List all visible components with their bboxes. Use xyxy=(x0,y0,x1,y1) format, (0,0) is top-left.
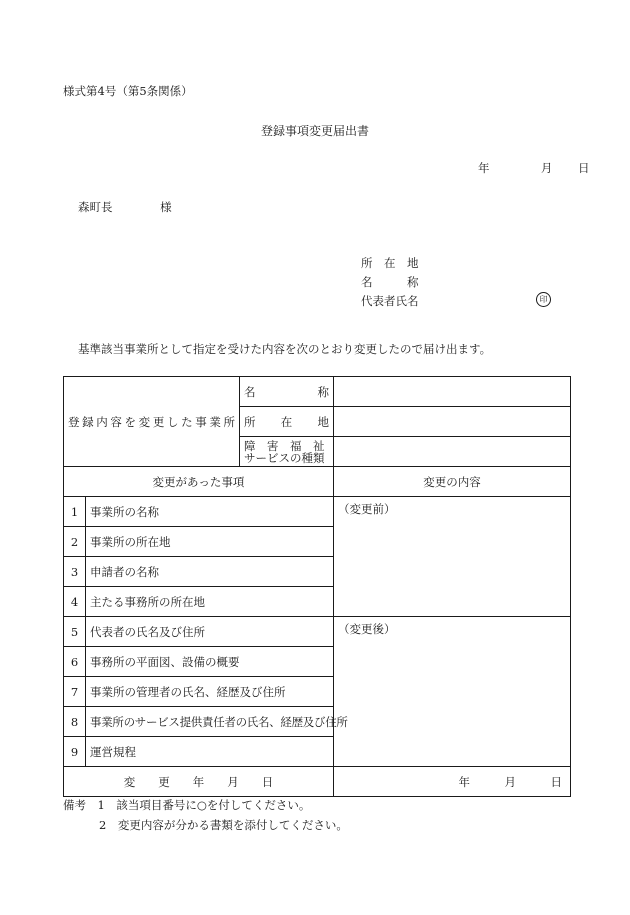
item-number: 3 xyxy=(64,557,86,587)
item-number: 2 xyxy=(64,527,86,557)
item-label[interactable]: 事業所のサービス提供責任者の氏名、経歴及び住所 xyxy=(86,707,334,737)
item-number: 7 xyxy=(64,677,86,707)
item-number: 9 xyxy=(64,737,86,767)
statement-text: 基準該当事業所として指定を受けた内容を次のとおり変更したので届け出ます。 xyxy=(78,342,492,356)
item-number: 4 xyxy=(64,587,86,617)
date-day: 日 xyxy=(577,161,590,175)
addressee-name: 森町長 xyxy=(78,200,113,214)
item-label[interactable]: 事業所の管理者の氏名、経歴及び住所 xyxy=(86,677,334,707)
before-change-field[interactable] xyxy=(334,497,571,617)
change-form-table xyxy=(63,376,571,797)
notes-heading: 備考 xyxy=(63,798,86,812)
applicant-block xyxy=(361,254,419,311)
office-address-field[interactable] xyxy=(334,407,571,437)
service-type-label: 障 害 福 祉 サービスの種類 xyxy=(240,437,334,467)
change-date-label: 変 更 年 月 日 xyxy=(64,767,334,797)
changed-items-header: 変更があった事項 xyxy=(64,467,334,497)
form-number: 様式第4号（第5条関係） xyxy=(63,84,193,98)
submission-date xyxy=(478,160,589,176)
after-change-label: （変更後） xyxy=(338,622,396,636)
item-label[interactable]: 代表者の氏名及び住所 xyxy=(86,617,334,647)
notes xyxy=(63,795,348,835)
item-label[interactable]: 運営規程 xyxy=(86,737,334,767)
office-name-label: 名 称 xyxy=(240,377,334,407)
item-label[interactable]: 事務所の平面図、設備の概要 xyxy=(86,647,334,677)
before-change-label: （変更前） xyxy=(338,502,396,516)
item-label[interactable]: 主たる事務所の所在地 xyxy=(86,587,334,617)
document-title: 登録事項変更届出書 xyxy=(260,124,369,138)
item-number: 6 xyxy=(64,647,86,677)
office-address-label: 所 在 地 xyxy=(240,407,334,437)
item-label[interactable]: 申請者の名称 xyxy=(86,557,334,587)
note-line: 1 該当項目番号に○を付してください。 xyxy=(97,798,311,812)
item-number: 1 xyxy=(64,497,86,527)
item-number: 8 xyxy=(64,707,86,737)
date-year: 年 xyxy=(478,161,490,175)
addressee-honorific: 様 xyxy=(160,200,172,214)
after-change-field[interactable] xyxy=(334,617,571,767)
item-label[interactable]: 事業所の名称 xyxy=(86,497,334,527)
applicant-name-label: 名 称 xyxy=(361,275,419,289)
note-line: 2 変更内容が分かる書類を添付してください。 xyxy=(99,818,348,832)
date-month: 月 xyxy=(540,161,553,175)
office-header: 登録内容を変更した事業所 xyxy=(64,377,240,467)
office-name-field[interactable] xyxy=(334,377,571,407)
service-type-field[interactable] xyxy=(334,437,571,467)
addressee xyxy=(78,199,172,215)
seal-mark: 印 xyxy=(536,292,551,307)
applicant-representative-label: 代表者氏名 xyxy=(361,294,419,308)
applicant-address-label: 所 在 地 xyxy=(361,256,419,270)
change-date-field[interactable]: 年 月 日 xyxy=(334,767,571,797)
item-label[interactable]: 事業所の所在地 xyxy=(86,527,334,557)
item-number: 5 xyxy=(64,617,86,647)
change-content-header: 変更の内容 xyxy=(334,467,571,497)
